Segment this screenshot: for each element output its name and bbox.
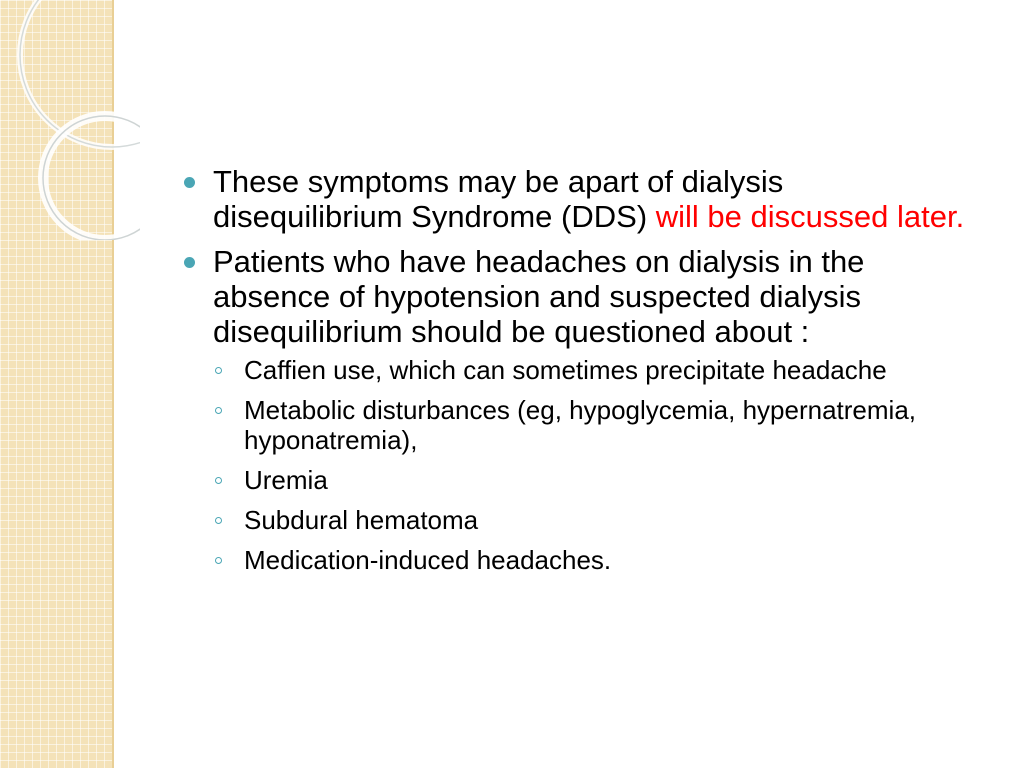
ring-bullet-icon — [215, 557, 222, 564]
sub-item-hematoma — [213, 505, 980, 535]
highlighted-text: will be discussed later. — [655, 199, 965, 234]
ring-bullet-icon — [215, 477, 222, 484]
ring-bullet-icon — [215, 517, 222, 524]
bullet-dot-icon — [184, 257, 195, 268]
sub-item-text: Metabolic disturbances (eg, hypoglycemia, hypernatremia, hyponatremia), — [244, 395, 917, 455]
ring-bullet-icon — [215, 367, 222, 374]
sub-item-metabolic — [213, 395, 980, 455]
sub-item-medication — [213, 545, 980, 575]
bullet-text: These symptoms may be apart of dialysis disequilibrium Syndrome (DDS) — [213, 164, 784, 234]
bullet-text: Patients who have headaches on dialysis in the absence of hypotension and suspected dialysis disequilibrium should be questioned about : — [213, 244, 865, 349]
sub-item-caffeine — [213, 355, 980, 385]
bullet-item-dds — [180, 164, 980, 234]
bullet-item-headaches — [180, 244, 980, 575]
bullet-list — [180, 164, 980, 575]
slide-body — [180, 164, 980, 585]
sub-item-text: Subdural hematoma — [244, 505, 479, 535]
sub-item-uremia — [213, 465, 980, 495]
sub-item-text: Uremia — [244, 465, 328, 495]
sub-item-text: Medication-induced headaches. — [244, 545, 612, 575]
decorative-circles-icon — [0, 0, 140, 240]
sub-item-text: Caffien use, which can sometimes precipitate headache — [244, 355, 887, 385]
sub-bullet-list — [213, 355, 980, 575]
ring-bullet-icon — [215, 407, 222, 414]
bullet-dot-icon — [184, 177, 195, 188]
